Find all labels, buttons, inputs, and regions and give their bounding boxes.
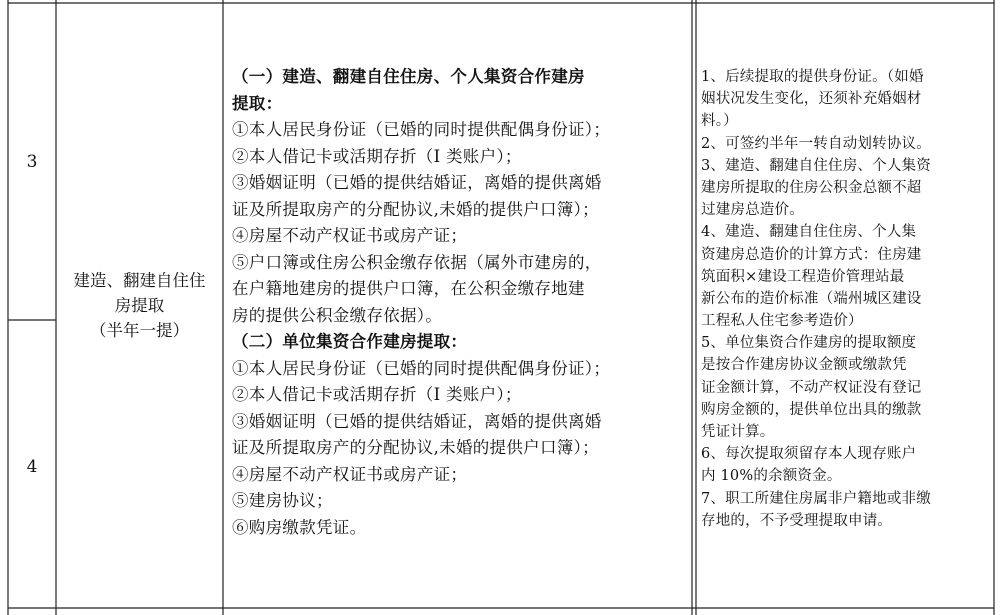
note-line: 工程私人住宅参考造价）: [701, 313, 863, 330]
note-line: 姻状况发生变化，还须补充婚姻材: [701, 91, 922, 108]
note-line: 内 10%的余额资金。: [701, 468, 842, 485]
note-line: 购房金额的，提供单位出具的缴款: [701, 401, 922, 418]
material-item: ⑤建房协议；: [232, 491, 333, 510]
material-item: 房的提供公积金缴存依据）。: [232, 305, 443, 325]
category-line: （半年一提）: [90, 321, 189, 340]
notes-cell: [701, 66, 991, 532]
material-item: 在户籍地建房的提供户口簿，在公积金缴存地建: [232, 279, 585, 298]
material-item: 证及所提取房产的分配协议,未婚的提供户口簿）；: [232, 438, 599, 457]
note-line: 4、建造、翻建自住住房、个人集: [701, 224, 917, 241]
note-line: 是按合作建房协议金额或缴款凭: [701, 357, 907, 374]
category-line: 建造、翻建自住住: [73, 271, 206, 290]
note-line: 5、单位集资合作建房的提取额度: [701, 335, 917, 352]
note-line: 6、每次提取须留存本人现存账户: [701, 446, 917, 463]
row-number-4: 4: [26, 457, 38, 477]
material-item: ③婚姻证明（已婚的提供结婚证，离婚的提供离婚: [232, 411, 602, 431]
note-line: 资建房总造价的计算方式：住房建: [701, 246, 922, 263]
material-item: ⑥购房缴款凭证。: [232, 517, 367, 537]
material-item: 证及所提取房产的分配协议,未婚的提供户口簿）；: [232, 199, 599, 219]
note-line: 凭证计算。: [701, 424, 775, 440]
note-line: 2、可签约半年一转自动划转协议。: [701, 135, 931, 152]
note-line: 过建房总造价。: [701, 202, 804, 219]
note-line: 证金额计算，不动产权证没有登记: [701, 379, 922, 396]
note-line: 建房所提取的住房公积金总额不超: [701, 179, 922, 196]
category-line: 房提取: [114, 296, 165, 315]
material-heading: （二）单位集资合作建房提取：: [232, 332, 468, 351]
note-line: 存地的，不予受理提取申请。: [701, 512, 893, 529]
material-item: ②本人借记卡或活期存折（I 类账户）；: [232, 146, 522, 166]
material-item: ①本人居民身份证（已婚的同时提供配偶身份证）；: [232, 358, 611, 378]
material-heading: （一）建造、翻建自住住房、个人集资合作建房: [232, 67, 585, 86]
note-line: 筑面积×建设工程造价管理站最: [701, 268, 905, 285]
note-line: 1、后续提取的提供身份证。（如婚: [701, 69, 924, 85]
material-item: ④房屋不动产权证书或房产证；: [232, 464, 468, 484]
note-line: 新公布的造价标准（端州城区建设: [701, 290, 922, 307]
note-line: 3、建造、翻建自住住房、个人集资: [701, 157, 931, 174]
material-item: ②本人借记卡或活期存折（I 类账户）；: [232, 385, 522, 404]
material-item: ④房屋不动产权证书或房产证；: [232, 226, 468, 245]
material-item: ③婚姻证明（已婚的提供结婚证，离婚的提供离婚: [232, 173, 602, 192]
note-line: 料。）: [701, 113, 738, 130]
note-line: 7、职工所建住房属非户籍地或非缴: [701, 490, 931, 507]
row-number-3: 3: [26, 152, 38, 172]
material-item: ⑤户口簿或住房公积金缴存依据（属外市建房的，: [232, 252, 602, 272]
material-heading: 提取：: [232, 93, 283, 113]
materials-cell: [232, 64, 692, 541]
material-item: ①本人居民身份证（已婚的同时提供配偶身份证）；: [232, 120, 611, 139]
category-cell: [57, 268, 222, 343]
